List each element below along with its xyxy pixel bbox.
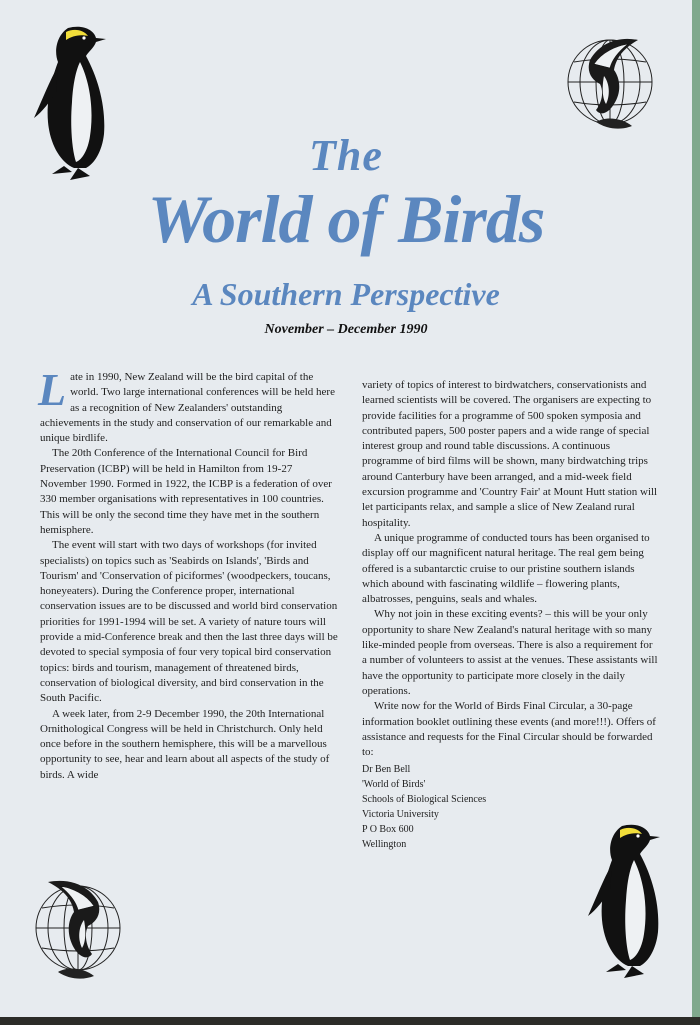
right-column: [362, 378, 660, 852]
globe-osprey-icon: [28, 872, 128, 990]
page-title: World of Birds: [147, 181, 545, 257]
paragraph: Write now for the World of Birds Final Circular, a 30-page information booklet outlining these events (and more!!!). Offers of assistance and requests for the Final Circular should be forwarded to:: [362, 700, 656, 759]
paragraph: variety of topics of interest to birdwatchers, conservationists and learned scientists will be covered. The organisers are expecting to provide facilities for a programme of 500 spoken symposia and contributed papers, 500 poster papers and a wide range of special interest group and round table discussions. A continuous programme of bird films will be shown, many birdwatching trips around Canterbury have been arranged, and a mid-week field excursion programme and 'Country Fair' at Mount Hutt station will let participants relax, and sample a slice of New Zealand rural hospitality.: [362, 379, 658, 529]
penguin-icon: [582, 820, 672, 982]
scan-edge-bottom: [0, 1017, 700, 1025]
address-line: Wellington: [362, 839, 407, 851]
address-line: Victoria University: [362, 809, 439, 821]
paragraph: Why not join in these exciting events? – this will be your only opportunity to share New Zealand's natural heritage with so many like-minded people from overseas. There is also a requirement for a number of volunteers to assist at the venues. These assistants will have the opportunity to participate more closely in the daily operations.: [362, 608, 658, 697]
paragraph: Late in 1990, New Zealand will be the bird capital of the world. Two large international conferences will be held here as a recognition of New Zealanders' outstanding achievements in the study and conservation of our remarkable and unique birdlife.: [38, 364, 335, 445]
paragraph: The event will start with two days of workshops (for invited specialists) on topics such as 'Seabirds on Islands', 'Birds and Tourism' and 'Conservation of piciformes' (woodpeckers, toucans, honeyeaters). During the Conference proper, international conservation issues are to be discussed and world bird conservation priorities for 1991-1994 will be set. A variety of nature tours will provide a mid-Conference break and then the last three days will be devoted to special symposia of four very topical bird conservation topics: birds and tourism, management of threatened birds, conservation of biological diversity, and bird conservation in the South Pacific.: [40, 539, 338, 705]
address-line: P O Box 600: [362, 824, 414, 836]
scan-edge-right: [692, 0, 700, 1025]
paragraph: The 20th Conference of the International Council for Bird Preservation (ICBP) will be held in Hamilton from 19-27 November 1990. Formed in 1922, the ICBP is a federation of over 330 member organisations with representatives in 100 countries. This will be only the second time they have met in the southern hemisphere.: [40, 447, 332, 536]
page-subtitle: A Southern Perspective: [192, 276, 500, 312]
paragraph: A week later, from 2-9 December 1990, the 20th International Ornithological Congress will be held in Christchurch. Only held once before in the southern hemisphere, this will be a marvellous opportunity to see, hear and learn about all aspects of the study of birds. A wide: [40, 707, 330, 781]
left-column: [38, 364, 338, 783]
address-line: Dr Ben Bell: [362, 764, 411, 776]
drop-cap: L: [38, 364, 67, 415]
event-dates: November – December 1990: [264, 322, 428, 337]
title-the: The: [309, 131, 383, 180]
paragraph: A unique programme of conducted tours has been organised to display off our magnificent natural heritage. The real gem being offered is a subantarctic cruise to our pristine southern islands which abound with fascinating wildlife – flowering plants, albatrosses, penguins, seals and whales.: [362, 531, 650, 606]
address-line: 'World of Birds': [362, 779, 426, 791]
address-line: Schools of Biological Sciences: [362, 794, 487, 806]
